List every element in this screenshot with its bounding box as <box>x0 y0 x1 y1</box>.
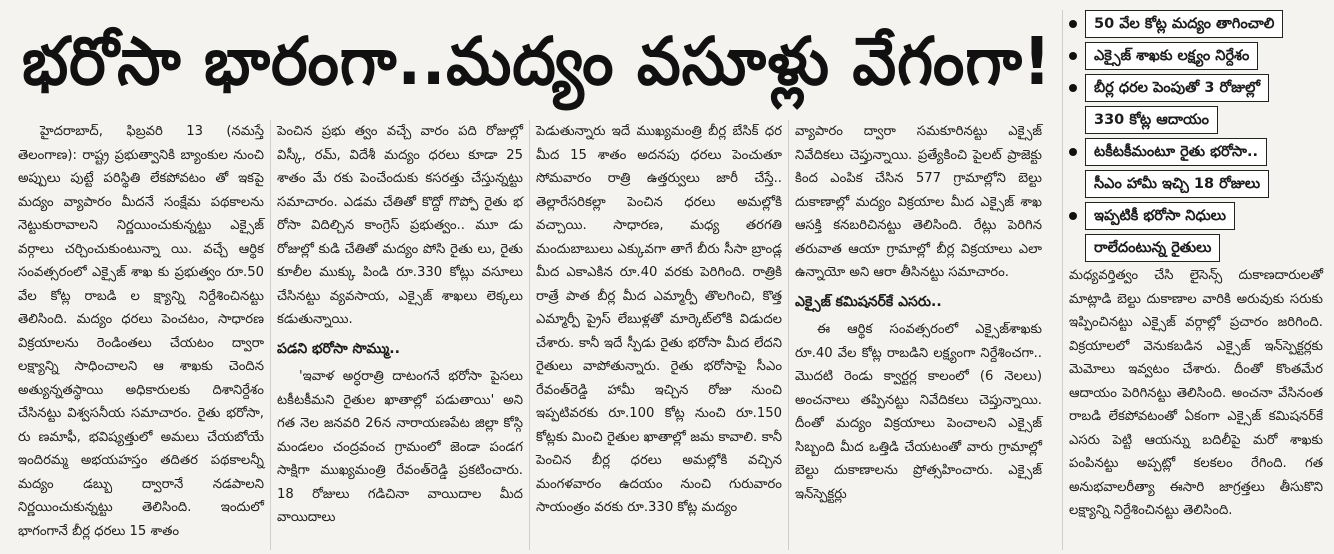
highlight-box: టకీటకీమంటూ రైతు భరోసా.. <box>1085 138 1267 166</box>
highlight-box: 50 వేల కోట్ల మద్యం తాగించాలి <box>1085 10 1283 38</box>
article-paragraph: వ్యాపారం ద్వారా సమకూరినట్టు ఎక్సైజ్ నివేదికలు చెప్తున్నాయి. ప్రత్యేకించి పైలట్ ప్రాజెక్టు కింద ఎంపిక చేసిన 577 గ్రామాల్లోని బెల్టు దుకాణాల్లో మద్యం విక్రయాల మీద ఎక్సైజ్ శాఖ ఆసక్తి కనబరిచినట్టు తెలిసింది. రేట్లు పెరిగిన తరువాత ఆయా గ్రామాల్లో బీర్ల విక్రయాలు ఎలా ఉన్నాయో అని ఆరా తీసినట్టు సమాచారం. <box>795 124 1042 280</box>
headline: భరోసా భారంగా..మద్యం వసూళ్లు వేగంగా! <box>22 23 1052 100</box>
highlight-item <box>1069 42 1328 70</box>
article-column-3 <box>530 120 789 550</box>
bullet-icon <box>1069 212 1077 220</box>
article-paragraph: మధ్యవర్తిత్వం చేసి లైసెన్స్ దుకాణదారులతో మాట్లాడి బెల్టు దుకాణాల వారికి అరువుకు సరుకు ఇప్పించినట్టు ఎక్సైజ్ వర్గాల్లో ప్రచారం జరిగింది. విక్రయాలలో వెనుకబడిన ఎక్సైజ్ ఇన్‌స్పెక్టర్లకు మెమోలు ఇవ్వటం చేశారు. దీంతో కొంతమేర ఆదాయం పెరిగినట్టు తెలిసింది. అంచనా వేసినంత రాబడి లేకపోవటంతో ఏకంగా ఎక్సైజ్ కమిషనర్‌కే ఎసరు పెట్టి ఆయన్ను బదిలీపై మరో శాఖకు పంపినట్టు అప్పట్లో కలకలం రేగింది. గత అనుభవాలరీత్యా ఈసారి జాగ్రత్తలు తీసుకొని లక్ష్యాన్ని నిర్దేశించినట్టు తెలిసింది. <box>1069 268 1323 518</box>
highlight-box: రాలేదంటున్న రైతులు <box>1085 234 1220 262</box>
highlight-box: ఎక్సైజ్ శాఖకు లక్ష్యం నిర్దేశం <box>1085 42 1258 70</box>
highlight-box: సీఎం హామీ ఇచ్చి 18 రోజులు <box>1085 170 1269 198</box>
bullet-icon <box>1069 84 1077 92</box>
article-column-1 <box>12 120 271 550</box>
highlight-box: బీర్ల ధరల పెంపుతో 3 రోజుల్లో <box>1085 74 1269 102</box>
highlight-item <box>1069 138 1328 198</box>
highlight-item <box>1069 10 1328 38</box>
article-paragraph: పెంచిన ప్రభు త్వం వచ్చే వారం పది రోజుల్లో విస్కీ, రమ్, విదేశీ మద్యం ధరలు కూడా 25 శాతం మే రకు పెంచేందుకు కసరత్తు చేస్తున్నట్టు సమాచారం. ఎడమ చేతితో కొద్దో గొప్పో రైతు భ రోసా విదిల్చిన కాంగ్రెస్ ప్రభుత్వం.. మూ డు రోజుల్లో కుడి చేతితో మద్యం పోసి రైతు లు, రైతు కూలీల ముక్కు పిండి రూ.330 కోట్లు వసూలు చేసినట్టు వ్యవసాయ, ఎక్సైజ్ శాఖలు లెక్కలు కడుతున్నాయి. <box>277 124 523 327</box>
highlight-item <box>1069 202 1328 262</box>
sidebar <box>1062 10 1328 550</box>
sidebar-article-text <box>1069 264 1323 523</box>
article-paragraph: పెడుతున్నారు ఇదే ముఖ్యమంత్రి బీర్ల బేసిక్ ధర మీద 15 శాతం అదనపు ధరలు పెంచుతూ సోమవారం రాత్రి ఉత్తర్వులు జారీ చేస్తే.. తెల్లారేసరికల్లా పెంచిన ధరలు అమల్లోకి వచ్చాయి. సాధారణ, మధ్య తరగతి మందుబాబులు ఎక్కువగా తాగే బీరు సీసా బ్రాండ్ల మీద ఎకాఎకిన రూ.40 వరకు పెరిగింది. రాత్రికి రాత్రే పాత బీర్ల మీద ఎమ్మార్పీ తొలగించి, కొత్త ఎమ్మార్పీ ప్రైస్ లేబుళ్లతో మార్కెట్‌లోకి విడుదల చేశారు. కానీ ఇదే స్పీడు రైతు భరోసా మీద లేదని రైతులు వాపోతున్నారు. రైతు భరోసాపై సీఎం రేవంత్‌రెడ్డి హామీ ఇచ్చిన రోజు నుంచి ఇప్పటివరకు రూ.100 కోట్ల నుంచి రూ.150 కోట్లకు మించి రైతుల ఖాతాల్లో జమ కావాలి. కానీ పెంచిన బీర్ల ధరలు అమల్లోకి వచ్చిన మంగళవారం ఉదయం నుంచి గురువారం సాయంత్రం వరకు రూ.330 కోట్ల మద్యం <box>536 124 782 515</box>
article-column-2 <box>271 120 530 550</box>
bullet-icon <box>1069 148 1077 156</box>
section-subheading: ఎక్సైజ్ కమిషనర్‌కే ఎసరు.. <box>795 293 942 310</box>
article-columns <box>12 120 1050 550</box>
article-paragraph: 'ఇవాళ అర్ధరాత్రి దాటంగనే భరోసా పైసలు టకీటకీమని రైతుల ఖాతాల్లో పడుతాయి' అని గత నెల జనవరి 26న నారాయణపేట జిల్లా కోస్గి మండలం చంద్రవంచ గ్రామంలో జెండా పండగ సాక్షిగా ముఖ్యమంత్రి రేవంత్‌రెడ్డి ప్రకటించారు. 18 రోజులు గడిచినా వాయిదాల మీద వాయిదాలు <box>277 369 523 525</box>
section-subheading: పడని భరోసా సొమ్ము.. <box>277 340 400 357</box>
article-column-4 <box>789 120 1048 550</box>
bullet-icon <box>1069 52 1077 60</box>
highlight-item <box>1069 74 1328 134</box>
article-paragraph: ఈ ఆర్థిక సంవత్సరంలో ఎక్సైజ్‌శాఖకు రూ.40 వేల కోట్ల రాబడిని లక్ష్యంగా నిర్దేశించగా.. మొదటి రెండు క్వార్టర్ల కాలంలో (6 నెలలు) అంచనాలు తప్పినట్టు నివేదికలు చెప్తున్నాయి. దీంతో మద్యం విక్రయాలు పెంచాలని ఎక్సైజ్ సిబ్బంది మీద ఒత్తిడి చేయటంతో వారు గ్రామాల్లో బెల్టు దుకాణాలను ప్రోత్సహించారు. ఎక్సైజ్ ఇన్‌స్పెక్టర్లు <box>795 322 1042 502</box>
highlight-box: ఇప్పటికీ భరోసా నిధులు <box>1085 202 1235 230</box>
article-paragraph: హైదరాబాద్, ఫిబ్రవరి 13 (నమస్తే తెలంగాణ): రాష్ట్ర ప్రభుత్వానికి బ్యాంకుల నుంచి అప్పులు పుట్టే పరిస్థితి లేకపోవటం తో ఇకపై మద్యం వ్యాపారం మీదనే సంక్షేమ పథకాలను నెట్టుకురావాలని నిర్ణయించుకున్నట్టు ఎక్సైజ్ వర్గాలు చర్చించుకుంటున్నా యి. వచ్చే ఆర్థిక సంవత్సరంలో ఎక్సైజ్ శాఖ కు ప్రభుత్వం రూ.50 వేల కోట్ల రాబడి ల క్ష్యాన్ని నిర్దేశించినట్టు తెలిసింది. మద్యం ధరలు పెంచటం, సాధారణ విక్రయాలను రెండింతలు చేయటం ద్వారా లక్ష్యాన్ని సాధించాలని ఆ శాఖకు చెందిన అత్యున్నతస్థాయి అధికారులకు దిశానిర్దేశం చేసినట్టు విశ్వసనీయ సమాచారం. రైతు భరోసా, రు ణమాఫీ, భవిష్యత్తులో అమలు చేయబోయే ఇందిరమ్మ అభయహస్తం తదితర పథకాలన్నీ మద్యం డబ్బు ద్వారానే నడపాలని నిర్ణయించుకున్నట్టు తెలిసింది. ఇందులో భాగంగానే బీర్ల ధరలు 15 శాతం <box>18 124 264 539</box>
bullet-icon <box>1069 20 1077 28</box>
highlight-box: 330 కోట్ల ఆదాయం <box>1085 106 1218 134</box>
